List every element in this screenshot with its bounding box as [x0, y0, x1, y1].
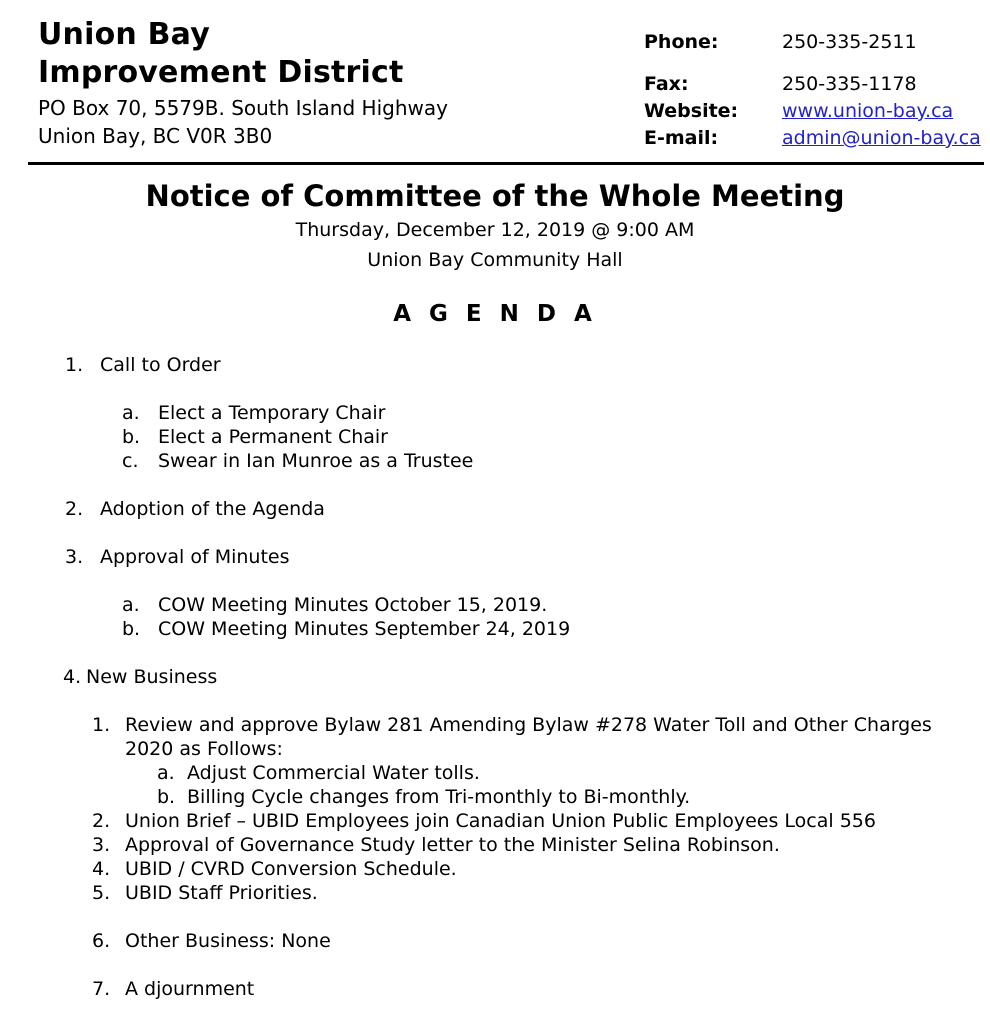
agenda-item-adoption — [0, 497, 990, 521]
website-link[interactable]: www.union-bay.ca — [782, 100, 954, 122]
item-text: Swear in Ian Munroe as a Trustee — [158, 450, 474, 472]
org-name — [38, 16, 448, 92]
new-business-item — [0, 713, 990, 761]
meeting-location: Union Bay Community Hall — [367, 249, 623, 271]
agenda-list — [0, 353, 990, 1001]
item-text: Adjust Commercial Water tolls. — [187, 762, 480, 784]
item-marker: 4. — [92, 858, 111, 880]
fax-value: 250-335-1178 — [782, 73, 917, 95]
item-text: Call to Order — [100, 354, 221, 376]
phone-value: 250-335-2511 — [782, 31, 917, 53]
page-title: Notice of Committee of the Whole Meeting — [145, 179, 845, 213]
email-link[interactable]: admin@union-bay.ca — [782, 127, 981, 149]
item-marker: b. — [122, 426, 141, 448]
new-business-item — [0, 809, 990, 833]
item-marker: 2. — [92, 810, 111, 832]
new-business-subitem — [0, 785, 990, 809]
item-marker: 2. — [65, 498, 84, 520]
agenda-subitem — [0, 401, 990, 425]
item-marker: 5. — [92, 882, 111, 904]
new-business-subitem — [0, 761, 990, 785]
letterhead — [0, 0, 990, 152]
item-text: UBID Staff Priorities. — [125, 882, 318, 904]
email-label: E-mail: — [644, 127, 719, 149]
item-marker: a. — [122, 402, 140, 424]
item-marker: 6. — [92, 930, 111, 952]
org-address-line1: PO Box 70, 5579B. South Island Highway — [38, 96, 448, 120]
item-text: Adoption of the Agenda — [100, 498, 325, 520]
item-marker: 3. — [65, 546, 84, 568]
website-label: Website: — [644, 100, 739, 122]
item-text: Approval of Governance Study letter to the Minister Selina Robinson. — [125, 834, 780, 856]
item-text: COW Meeting Minutes September 24, 2019 — [158, 618, 571, 640]
new-business-item — [0, 833, 990, 857]
fax-label: Fax: — [644, 73, 689, 95]
item-text: Review and approve Bylaw 281 Amending Bylaw #278 Water Toll and Other Charges 2020 as Follows: — [125, 714, 932, 760]
item-marker: 4. — [63, 666, 82, 688]
org-name-line2: Improvement District — [38, 55, 404, 90]
item-text: A djournment — [125, 978, 255, 1000]
agenda-item-new-business — [0, 665, 990, 689]
new-business-item — [0, 857, 990, 881]
item-text: Elect a Temporary Chair — [158, 402, 386, 424]
agenda-subitem — [0, 449, 990, 473]
contact-row-website — [644, 98, 984, 125]
agenda-subitem — [0, 593, 990, 617]
agenda-subitem — [0, 425, 990, 449]
agenda-item-adjournment — [0, 977, 990, 1001]
agenda-subitem — [0, 617, 990, 641]
meeting-datetime: Thursday, December 12, 2019 @ 9:00 AM — [295, 219, 695, 241]
item-text: Elect a Permanent Chair — [158, 426, 388, 448]
new-business-item — [0, 881, 990, 905]
item-marker: c. — [122, 450, 139, 472]
item-text: Other Business: None — [125, 930, 331, 952]
item-marker: 7. — [92, 978, 111, 1000]
item-text: UBID / CVRD Conversion Schedule. — [125, 858, 457, 880]
agenda-heading: A G E N D A — [393, 301, 597, 327]
item-text: Billing Cycle changes from Tri-monthly to Bi-monthly. — [187, 786, 691, 808]
header-divider-line — [28, 162, 984, 165]
phone-label: Phone: — [644, 31, 719, 53]
org-identity — [38, 16, 448, 152]
contact-row-email — [644, 125, 984, 152]
agenda-item-approval-minutes — [0, 545, 990, 569]
item-marker: 3. — [92, 834, 111, 856]
item-marker: b. — [122, 618, 141, 640]
contact-row-fax — [644, 71, 984, 98]
contact-row-phone — [644, 29, 984, 56]
org-name-line1: Union Bay — [38, 17, 210, 52]
item-text: COW Meeting Minutes October 15, 2019. — [158, 594, 548, 616]
agenda-item-other-business — [0, 929, 990, 953]
item-text: Union Brief – UBID Employees join Canadian Union Public Employees Local 556 — [125, 810, 876, 832]
agenda-item-call-to-order — [0, 353, 990, 377]
org-address-line2: Union Bay, BC V0R 3B0 — [38, 124, 273, 148]
item-marker: a. — [157, 762, 175, 784]
item-marker: b. — [157, 786, 176, 808]
item-text: New Business — [86, 666, 218, 688]
org-address — [38, 94, 448, 150]
item-marker: 1. — [65, 354, 84, 376]
contact-block — [644, 29, 984, 152]
item-marker: a. — [122, 594, 140, 616]
item-text: Approval of Minutes — [100, 546, 290, 568]
item-marker: 1. — [92, 714, 111, 736]
